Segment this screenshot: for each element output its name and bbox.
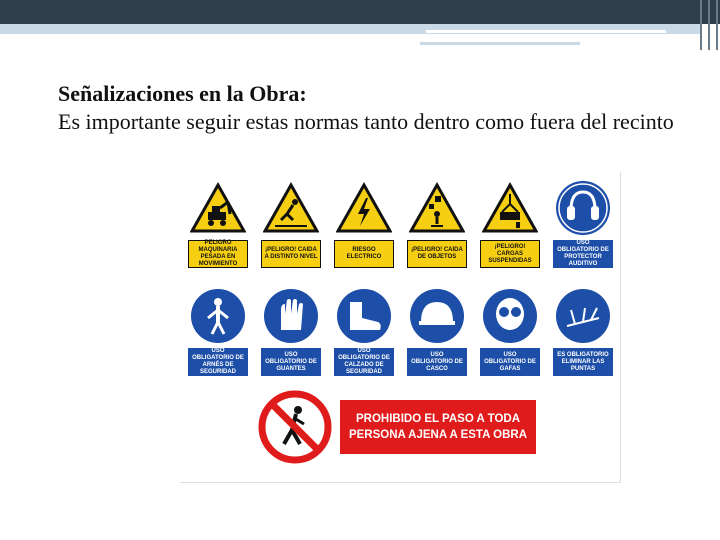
electric-hazard-icon [334,180,394,236]
slide-deco-line [700,0,702,50]
nails-icon [553,288,613,344]
slide-deco-line [426,30,666,33]
sign-suspended-loads [480,180,540,268]
sign-fall-hazard [261,180,321,268]
sign-harness [188,288,248,376]
sign-label: USO OBLIGATORIO DE CASCO [407,348,467,376]
sign-label: PELIGRO MAQUINARIA PESADA EN MOVIMIENTO [188,240,248,268]
sign-label: USO OBLIGATORIO DE ARNÉS DE SEGURIDAD [188,348,248,376]
slide-deco-line [420,42,580,45]
sign-label: USO OBLIGATORIO DE GAFAS [480,348,540,376]
sign-electric-risk [334,180,394,268]
gloves-icon [261,288,321,344]
falling-objects-icon [407,180,467,236]
prohibited-entry-notice: PROHIBIDO EL PASO A TODA PERSONA AJENA A ESTA OBRA [340,400,536,454]
sign-label: USO OBLIGATORIO DE PROTECTOR AUDITIVO [553,240,613,268]
sign-label: ES OBLIGATORIO ELIMINAR LAS PUNTAS [553,348,613,376]
slide-heading: Señalizaciones en la Obra: [58,81,307,106]
sign-helmet [407,288,467,376]
goggles-icon [480,288,540,344]
sign-label: USO OBLIGATORIO DE CALZADO DE SEGURIDAD [334,348,394,376]
sign-falling-objects [407,180,467,268]
sign-safety-boots [334,288,394,376]
sign-heavy-machinery [188,180,248,268]
safety-boots-icon [334,288,394,344]
harness-icon [188,288,248,344]
sign-label: ¡PELIGRO! CAIDA DE OBJETOS [407,240,467,268]
sign-remove-nails [553,288,613,376]
fall-hazard-icon [261,180,321,236]
sign-label: ¡PELIGRO! CARGAS SUSPENDIDAS [480,240,540,268]
slide-deco-line [716,0,718,50]
safety-signs-poster [180,172,621,483]
sign-gloves [261,288,321,376]
sign-ear-protection [553,180,613,268]
excavator-warning-icon [188,180,248,236]
slide-deco-line [708,0,710,50]
sign-label: ¡PELIGRO! CAIDA A DISTINTO NIVEL [261,240,321,268]
no-entry-pedestrian-icon [258,390,332,469]
suspended-load-icon [480,180,540,236]
sign-goggles [480,288,540,376]
helmet-icon [407,288,467,344]
ear-protection-icon [553,180,613,236]
slide-top-bar [0,0,720,24]
sign-label: USO OBLIGATORIO DE GUANTES [261,348,321,376]
slide-body: Es importante seguir estas normas tanto dentro como fuera del recinto [58,109,674,134]
sign-label: RIESGO ELECTRICO [334,240,394,268]
slide-text [58,80,698,136]
